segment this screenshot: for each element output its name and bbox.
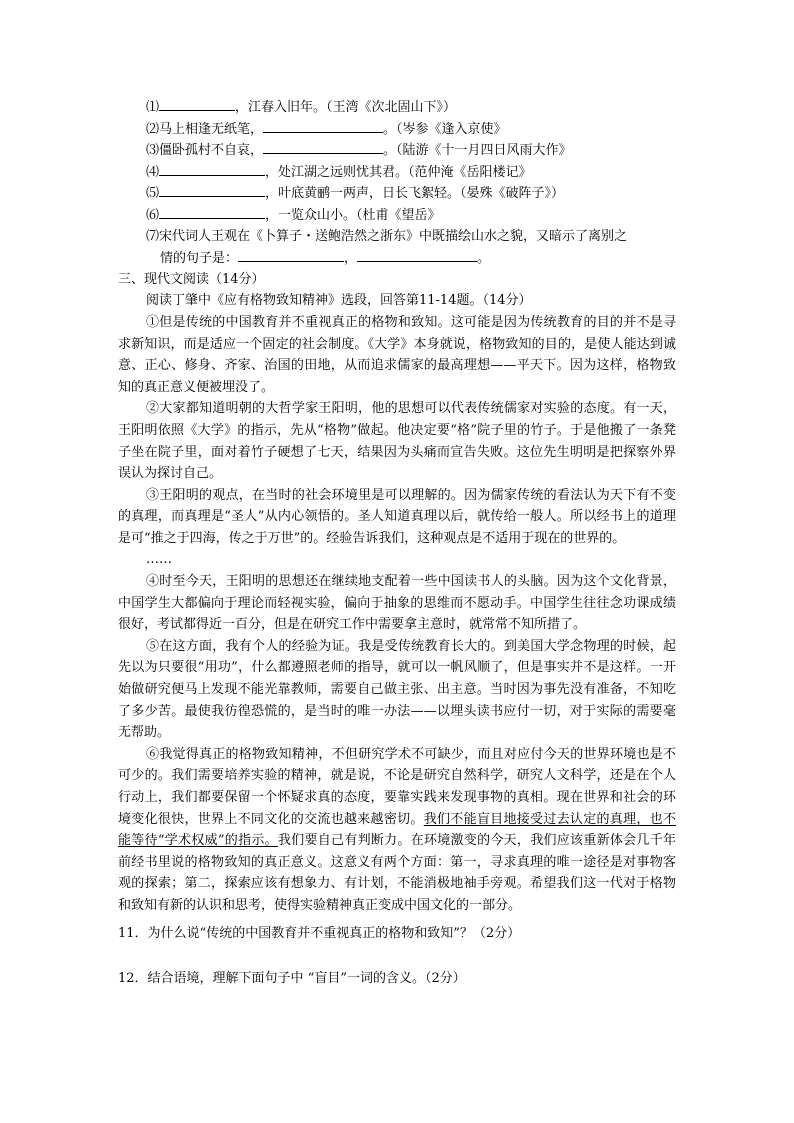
- paragraph-1: ①但是传统的中国教育并不重视真正的格物和致知。这可能是因为传统教育的目的并不是寻求新知识，而是适应一个固定的社会制度。《大学》本身就说，格物致知的目的，是使人能达到诚意、正心、修身、齐家、治国的田地，从而追求儒家的最高理想——平天下。因为这样，格物致知的真正意义便被埋没了。: [118, 314, 676, 395]
- document-page: [118, 96, 676, 990]
- answer-blank[interactable]: [159, 161, 265, 176]
- item-text: 情的句子是：: [160, 251, 239, 267]
- section-heading: 三、现代文阅读（14分）: [118, 271, 265, 287]
- underlined-sentence: 我们不能盲目地接受过去认定的真理，也不能等待“学术权威”的指示。: [118, 811, 676, 849]
- answer-blank[interactable]: [159, 182, 265, 197]
- item-text: 。（岑参《逢入京使》: [383, 121, 507, 137]
- separator: ，: [344, 251, 358, 267]
- question-11: 11．为什么说“传统的中国教育并不重视真正的格物和致知”？（2分）: [118, 925, 521, 941]
- ellipsis: ……: [146, 552, 172, 568]
- item-text: ，叶底黄鹂一两声，日长飞絮轻。（晏殊《破阵子》）: [265, 186, 565, 202]
- fill-item-4: [118, 161, 676, 183]
- item-number: ⑶: [146, 143, 160, 159]
- question-12: 12．结合语境，理解下面句子中 “盲目”一词的含义。（2分）: [118, 971, 466, 987]
- paragraph-3: ③王阳明的观点，在当时的社会环境里是可以理解的。因为儒家传统的看法认为天下有不变的真理，而真理是“圣人”从内心领悟的。圣人知道真理以后，就传给一般人。所以经书上的道理是可“推之于四海，传之于万世”的。经验告诉我们，这种观点是不适用于现在的世界的。: [118, 487, 676, 546]
- item-text: 马上相逢无纸笔，: [159, 121, 264, 137]
- fill-item-1: [118, 96, 676, 118]
- fill-item-2: [118, 118, 676, 140]
- item-text: ，处江湖之远则忧其君。（范仲淹《岳阳楼记》: [265, 164, 532, 180]
- fill-item-7: [118, 226, 676, 248]
- item-text: ，一览众山小。（杜甫《望岳》: [265, 207, 441, 223]
- fill-item-7-cont: [118, 247, 676, 269]
- answer-blank[interactable]: [263, 118, 383, 133]
- item-number: ⑸: [146, 186, 160, 202]
- paragraph-6-text: 我们要自己有判断力。在环境激变的今天，我们应该重新体会几千年前经书里说的格物致知的真正意义。这意义有两个方面：第一，寻求真理的唯一途径是对事物客观的探索；第二，探索应该有想象力、有计划，不能消极地袖手旁观。希望我们这一代对于格物和致知有新的认识和思考，使得实验精神真正变成中国文化的一部分。: [118, 833, 676, 913]
- paragraph-5: ⑤在这方面，我有个人的经验为证。我是受传统教育长大的。到美国大学念物理的时候，起先以为只要很“用功”，什么都遵照老师的指导，就可以一帆风顺了，但是事实并不是这样。一开始做研究便马上发现不能光靠教师，需要自己做主张、出主意。当时因为事先没有准备，不知吃了多少苦。最使我彷徨恐慌的，是当时的唯一办法——以埋头读书应付一切，对于实际的需要毫无帮助。: [118, 638, 676, 741]
- fill-item-5: [118, 182, 676, 204]
- answer-space[interactable]: [118, 944, 676, 968]
- paragraph-6-text: ⑥我觉得真正的格物致知精神，不但研究学术不可缺少，而且对应付今天的世界环境也是不可少的。我们需要培养实验的精神，就是说，不论是研究自然科学，研究人文科学，还是在个人行动上，我们都要保留一个怀疑求真的态度，要靠实践来发现事物的真相。现在世界和社会的环境变化很快，世界上不同文化的交流也越来越密切。: [118, 746, 676, 827]
- answer-blank[interactable]: [238, 247, 344, 262]
- item-text: ，江春入旧年。（王湾《次北固山下》）: [235, 100, 457, 115]
- item-number: ⑵: [146, 121, 160, 137]
- fill-item-3: [118, 139, 676, 161]
- answer-blank[interactable]: [159, 204, 265, 219]
- reading-intro: 阅读丁肇中《应有格物致知精神》选段，回答第11-14题。（14分）: [146, 293, 532, 309]
- item-number: ⑴: [146, 100, 160, 115]
- item-text: ⑺宋代词人王观在《卜算子・送鲍浩然之浙东》中既描绘山水之貌，又暗示了离别之: [146, 228, 628, 244]
- item-number: ⑹: [146, 207, 160, 223]
- answer-blank[interactable]: [263, 139, 383, 154]
- paragraph-4: ④时至今天，王阳明的思想还在继续地支配着一些中国读书人的头脑。因为这个文化背景，中国学生大都偏向于理论而轻视实验，偏向于抽象的思维而不愿动手。中国学生往往念功课成绩很好，考试都得近一百分，但是在研究工作中需要拿主意时，就常常不知所措了。: [118, 574, 676, 633]
- item-text: 。（陆游《十一月四日风雨大作》: [383, 143, 572, 159]
- answer-blank[interactable]: [159, 96, 235, 111]
- item-text: 僵卧孤村不自哀，: [159, 143, 264, 159]
- answer-blank[interactable]: [357, 247, 477, 262]
- fill-item-6: [118, 204, 676, 226]
- paragraph-2: ②大家都知道明朝的大哲学家王阳明，他的思想可以代表传统儒家对实验的态度。有一天，王阳明依照《大学》的指示，先从“格物”做起。他决定要“格”院子里的竹子。于是他搬了一条凳子坐在院子里，面对着竹子硬想了七天，结果因为头痛而宣告失败。这位先生明明是把探察外界误认为探讨自己。: [118, 401, 676, 482]
- paragraph-6: [118, 744, 676, 917]
- item-number: ⑷: [146, 164, 160, 180]
- end-mark: 。: [477, 251, 491, 267]
